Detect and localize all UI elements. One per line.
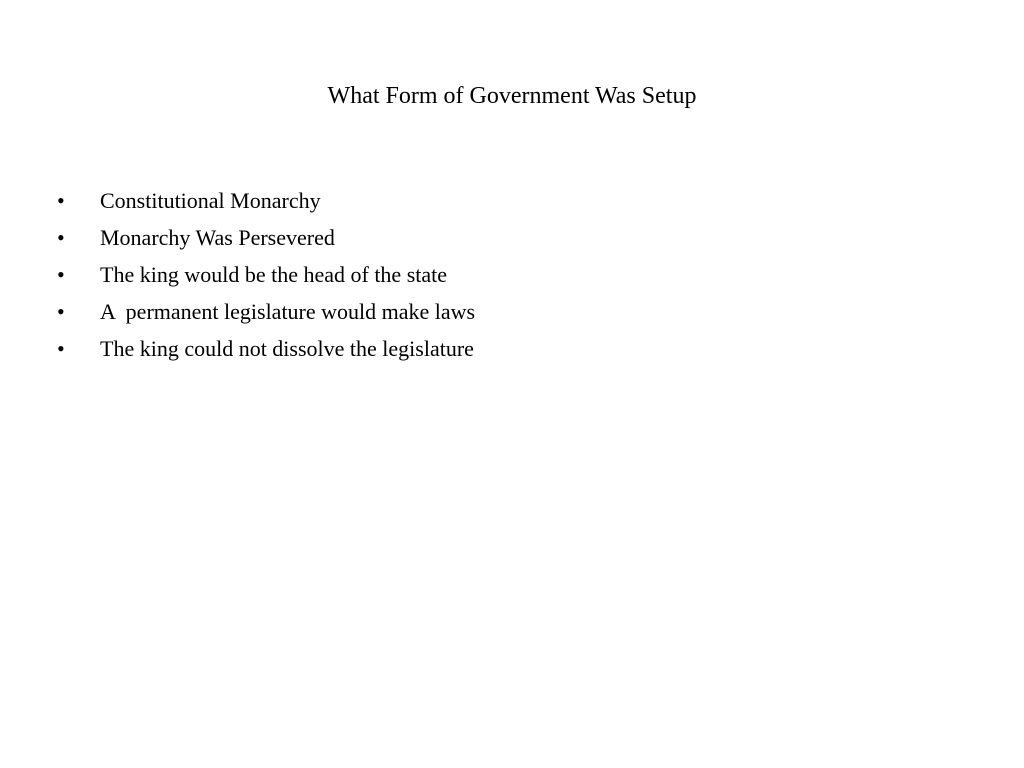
bullet-item bbox=[57, 260, 475, 297]
bullet-marker: • bbox=[57, 188, 65, 213]
bullet-text: Constitutional Monarchy bbox=[100, 188, 321, 213]
bullet-marker: • bbox=[57, 299, 65, 324]
bullet-item bbox=[57, 297, 475, 334]
bullet-marker: • bbox=[57, 225, 65, 250]
bullet-marker: • bbox=[57, 262, 65, 287]
bullet-list bbox=[57, 186, 475, 371]
bullet-item bbox=[57, 223, 475, 260]
bullet-marker: • bbox=[57, 336, 65, 361]
bullet-text: A permanent legislature would make laws bbox=[100, 299, 476, 324]
slide-title: What Form of Government Was Setup bbox=[327, 83, 697, 109]
bullet-text: The king could not dissolve the legislature bbox=[100, 336, 474, 361]
bullet-item bbox=[57, 334, 475, 371]
bullet-text: The king would be the head of the state bbox=[100, 262, 448, 287]
bullet-text: Monarchy Was Persevered bbox=[100, 225, 335, 250]
bullet-item bbox=[57, 186, 475, 223]
